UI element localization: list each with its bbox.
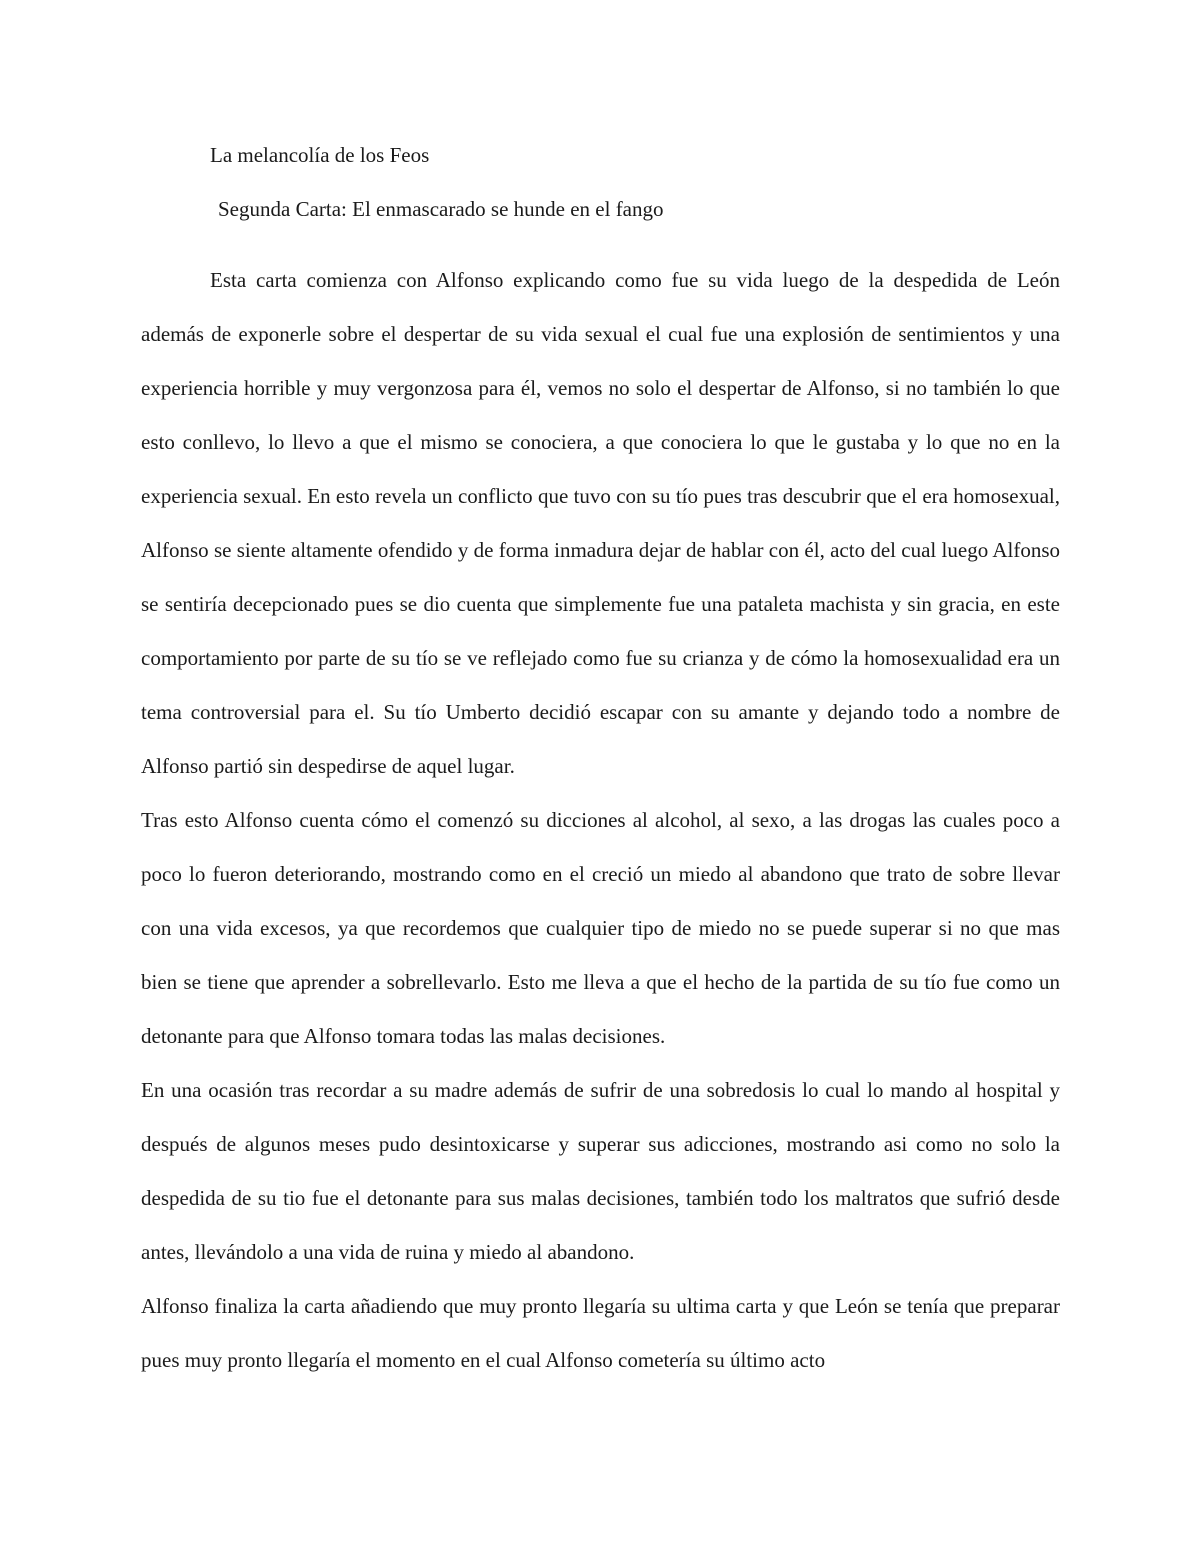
paragraph-1: Esta carta comienza con Alfonso explicando como fue su vida luego de la despedida de León además de exponerle sobre el despertar de su vida sexual el cual fue una explosión de sentimientos y una experiencia horrible y muy vergonzosa para él, vemos no solo el despertar de Alfonso, si no también lo que esto conllevo, lo llevo a que el mismo se conociera, a que conociera lo que le gustaba y lo que no en la experiencia sexual. En esto revela un conflicto que tuvo con su tío pues tras descubrir que el era homosexual, Alfonso se siente altamente ofendido y de forma inmadura dejar de hablar con él, acto del cual luego Alfonso se sentiría decepcionado pues se dio cuenta que simplemente fue una pataleta machista y sin gracia, en este comportamiento por parte de su tío se ve reflejado como fue su crianza y de cómo la homosexualidad era un tema controversial para el. Su tío Umberto decidió escapar con su amante y dejando todo a nombre de Alfonso partió sin despedirse de aquel lugar. (141, 268, 1060, 778)
paragraph-4: Alfonso finaliza la carta añadiendo que muy pronto llegaría su ultima carta y que León se tenía que preparar pues muy pronto llegaría el momento en el cual Alfonso cometería su último acto (141, 1294, 1060, 1372)
document-title: La melancolía de los Feos (210, 143, 430, 167)
paragraph-3: En una ocasión tras recordar a su madre además de sufrir de una sobredosis lo cual lo mando al hospital y después de algunos meses pudo desintoxicarse y superar sus adicciones, mostrando asi como no solo la despedida de su tio fue el detonante para sus malas decisiones, también todo los maltratos que sufrió desde antes, llevándolo a una vida de ruina y miedo al abandono. (141, 1078, 1060, 1264)
document-body (141, 253, 1060, 1387)
paragraph-2: Tras esto Alfonso cuenta cómo el comenzó su dicciones al alcohol, al sexo, a las drogas las cuales poco a poco lo fueron deteriorando, mostrando como en el creció un miedo al abandono que trato de sobre llevar con una vida excesos, ya que recordemos que cualquier tipo de miedo no se puede superar si no que mas bien se tiene que aprender a sobrellevarlo. Esto me lleva a que el hecho de la partida de su tío fue como un detonante para que Alfonso tomara todas las malas decisiones. (141, 808, 1060, 1048)
document-subtitle: Segunda Carta: El enmascarado se hunde en el fango (218, 197, 664, 221)
